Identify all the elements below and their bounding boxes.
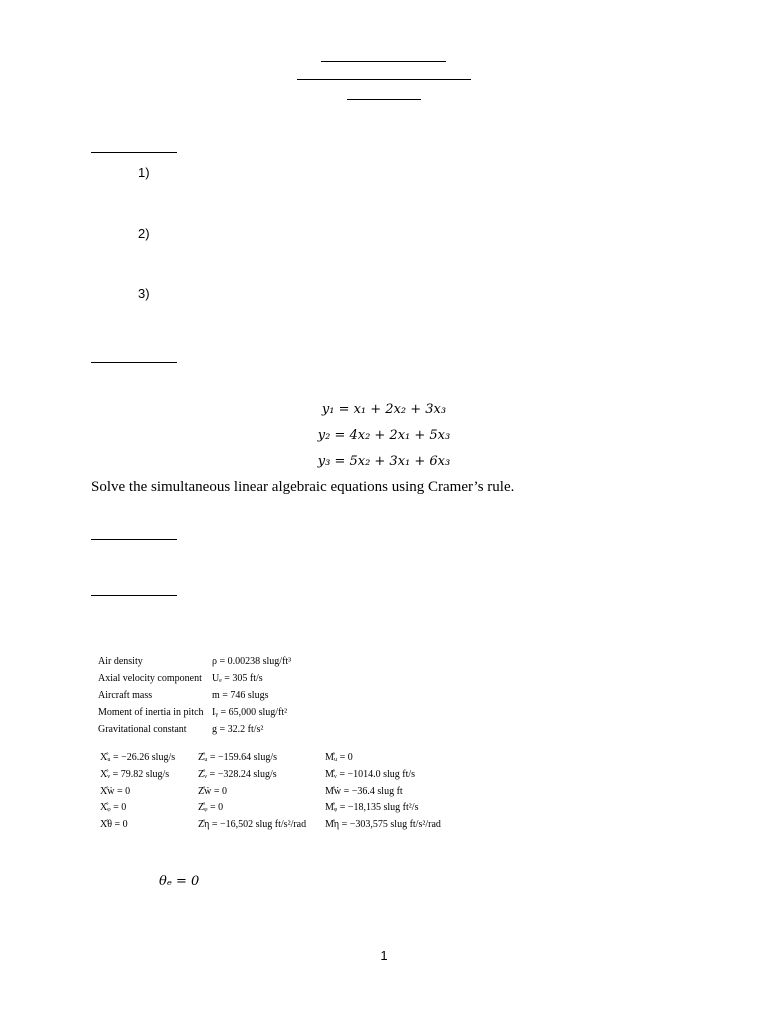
derivative-x: X̊ᵤ = −26.26 slug/s (100, 752, 176, 763)
parameter-label: Axial velocity component (98, 673, 202, 684)
parameter-row (98, 673, 418, 690)
derivative-m: M̊ᵥ = −1014.0 slug ft/s (325, 769, 416, 780)
parameter-value: g = 32.2 ft/s² (212, 724, 264, 735)
derivative-z: Z̊ᵩ = 0 (198, 802, 224, 813)
equation-2: y₂ = 4x₂ + 2x₁ + 5x₃ (317, 428, 451, 443)
parameter-row (98, 707, 418, 724)
parameter-label: Air density (98, 656, 143, 667)
parameter-label: Gravitational constant (98, 724, 187, 735)
parameter-row (98, 656, 418, 673)
derivative-z: Z̊η = −16,502 slug ft/s²/rad (198, 819, 307, 830)
equation-1: y₁ = x₁ + 2x₂ + 3x₃ (321, 402, 447, 417)
list-item-1: 1) (138, 165, 150, 180)
derivative-row (100, 769, 480, 786)
derivative-row (100, 786, 480, 803)
derivative-row (100, 802, 480, 819)
derivative-z: Z̊ᵤ = −159.64 slug/s (198, 752, 278, 763)
parameter-value: m = 746 slugs (212, 690, 269, 701)
parameter-label: Moment of inertia in pitch (98, 707, 204, 718)
derivative-z: Z̊ẇ = 0 (198, 786, 227, 797)
parameter-value: Uₑ = 305 ft/s (212, 673, 263, 684)
derivative-m: M̊ẇ = −36.4 slug ft (325, 786, 403, 797)
derivative-m: M̊η = −303,575 slug ft/s²/rad (325, 819, 441, 830)
derivative-x: X̊ᵥ = 79.82 slug/s (100, 769, 170, 780)
parameter-value: Iᵧ = 65,000 slug/ft² (212, 707, 288, 718)
derivative-m: M̊ᵩ = −18,135 slug ft²/s (325, 802, 419, 813)
list-item-2: 2) (138, 226, 150, 241)
derivative-z: Z̊ᵥ = −328.24 slug/s (198, 769, 277, 780)
page-number: 1 (380, 948, 388, 963)
parameter-row (98, 724, 418, 741)
instruction-text: Solve the simultaneous linear algebraic equations using Cramer’s rule. (91, 479, 515, 495)
list-item-3: 3) (138, 286, 150, 301)
derivative-x: X̊ẇ = 0 (100, 786, 131, 797)
equation-3: y₃ = 5x₂ + 3x₁ + 6x₃ (317, 454, 451, 469)
derivative-row (100, 752, 480, 769)
parameter-label: Aircraft mass (98, 690, 153, 701)
derivative-row (100, 819, 480, 836)
parameter-row (98, 690, 418, 707)
derivative-m: M̊ᵤ = 0 (325, 752, 353, 763)
theta-condition: θₑ = 0 (159, 874, 200, 889)
derivative-x: X̊ᵩ = 0 (100, 802, 127, 813)
derivative-x: X̊θ = 0 (100, 819, 128, 830)
parameter-value: ρ = 0.00238 slug/ft³ (212, 656, 292, 667)
